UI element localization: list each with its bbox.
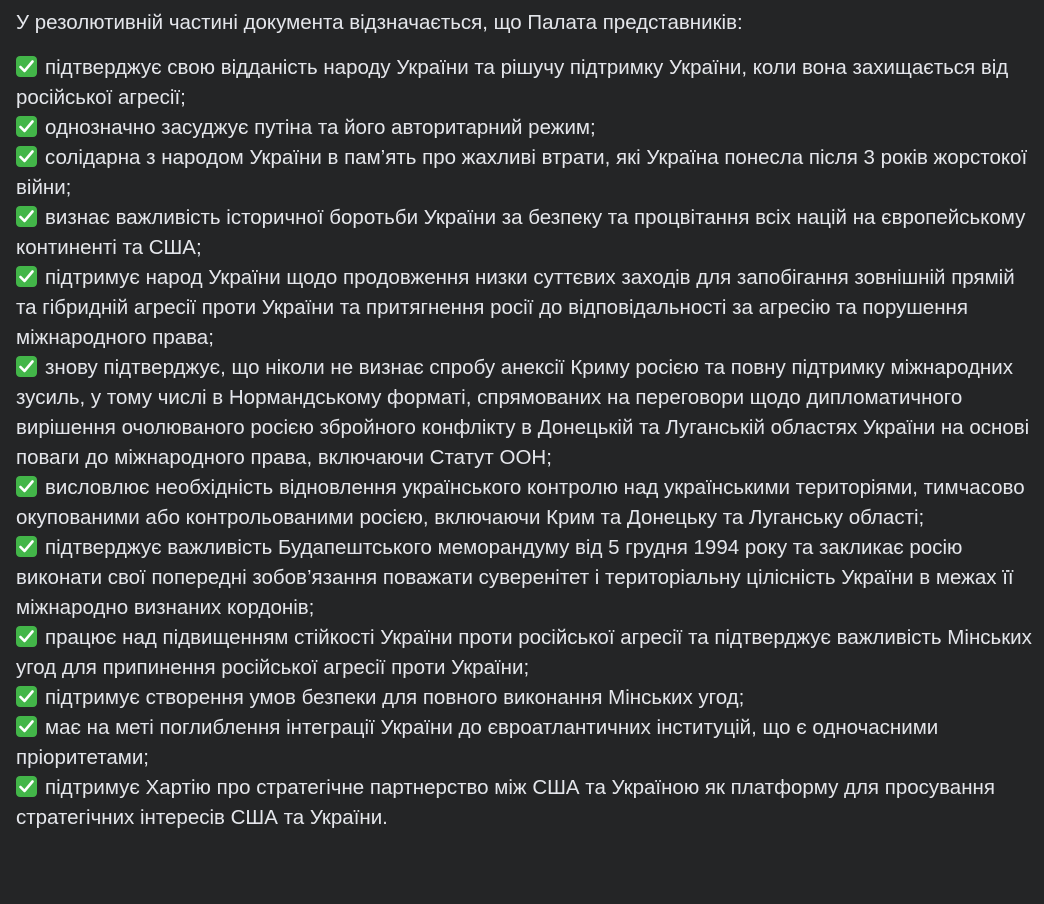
list-item-text: знову підтверджує, що ніколи не визнає спробу анексії Криму росією та повну підтримку міжнародних зусиль, у тому числі в Нормандському форматі, спрямованих на переговори щодо дипломатичного вирішення очолюваного росією збройного конфлікту в Донецькій та Луганській областях України на основі поваги до міжнародного права, включаючи Статут ООН; <box>16 356 1030 469</box>
check-mark-button-icon <box>16 356 37 377</box>
list-item <box>16 533 1032 623</box>
list-item-text: підтримує народ України щодо продовження низки суттєвих заходів для запобігання зовнішній прямій та гібридній агресії проти України та притягнення росії до відповідальності за агресію та порушення міжнародного права; <box>16 266 1015 349</box>
list-item-text: підтримує створення умов безпеки для повного виконання Мінських угод; <box>45 686 745 709</box>
list-item <box>16 53 1032 113</box>
list-item <box>16 263 1032 353</box>
list-item <box>16 143 1032 203</box>
list-item-text: працює над підвищенням стійкості України проти російської агресії та підтверджує важливість Мінських угод для припинення російської агресії проти України; <box>16 626 1032 679</box>
list-item-text: підтверджує важливість Будапештського меморандуму від 5 грудня 1994 року та закликає росію виконати свої попередні зобов’язання поважати суверенітет і територіальну цілісність України в межах її міжнародно визнаних кордонів; <box>16 536 1014 619</box>
list-item <box>16 713 1032 773</box>
list-item-text: підтримує Хартію про стратегічне партнерство між США та Україною як платформу для просування стратегічних інтересів США та України. <box>16 776 995 829</box>
check-mark-button-icon <box>16 716 37 737</box>
post-text <box>16 8 1032 833</box>
list-item <box>16 773 1032 833</box>
post-intro: У резолютивній частині документа відзначається, що Палата представників: <box>16 11 743 34</box>
list-item-text: однозначно засуджує путіна та його авторитарний режим; <box>45 116 596 139</box>
check-mark-button-icon <box>16 56 37 77</box>
check-mark-button-icon <box>16 206 37 227</box>
list-item <box>16 473 1032 533</box>
check-mark-button-icon <box>16 266 37 287</box>
check-mark-button-icon <box>16 686 37 707</box>
check-mark-button-icon <box>16 116 37 137</box>
check-mark-button-icon <box>16 146 37 167</box>
list-item <box>16 353 1032 473</box>
list-item-text: підтверджує свою відданість народу України та рішучу підтримку України, коли вона захищається від російської агресії; <box>16 56 1009 109</box>
list-item <box>16 623 1032 683</box>
check-mark-button-icon <box>16 626 37 647</box>
list-item-text: висловлює необхідність відновлення українського контролю над українськими територіями, тимчасово окупованими або контрольованими росією, включаючи Крим та Донецьку та Луганську області; <box>16 476 1025 529</box>
list-item <box>16 683 1032 713</box>
list-item-text: солідарна з народом України в пам’ять про жахливі втрати, які Україна понесла після 3 років жорстокої війни; <box>16 146 1028 199</box>
list-item-text: визнає важливість історичної боротьби України за безпеку та процвітання всіх націй на європейському континенті та США; <box>16 206 1026 259</box>
resolution-list <box>16 53 1032 833</box>
check-mark-button-icon <box>16 776 37 797</box>
list-item <box>16 113 1032 143</box>
list-item <box>16 203 1032 263</box>
check-mark-button-icon <box>16 536 37 557</box>
check-mark-button-icon <box>16 476 37 497</box>
list-item-text: має на меті поглиблення інтеграції України до євроатлантичних інституцій, що є одночасними пріоритетами; <box>16 716 939 769</box>
